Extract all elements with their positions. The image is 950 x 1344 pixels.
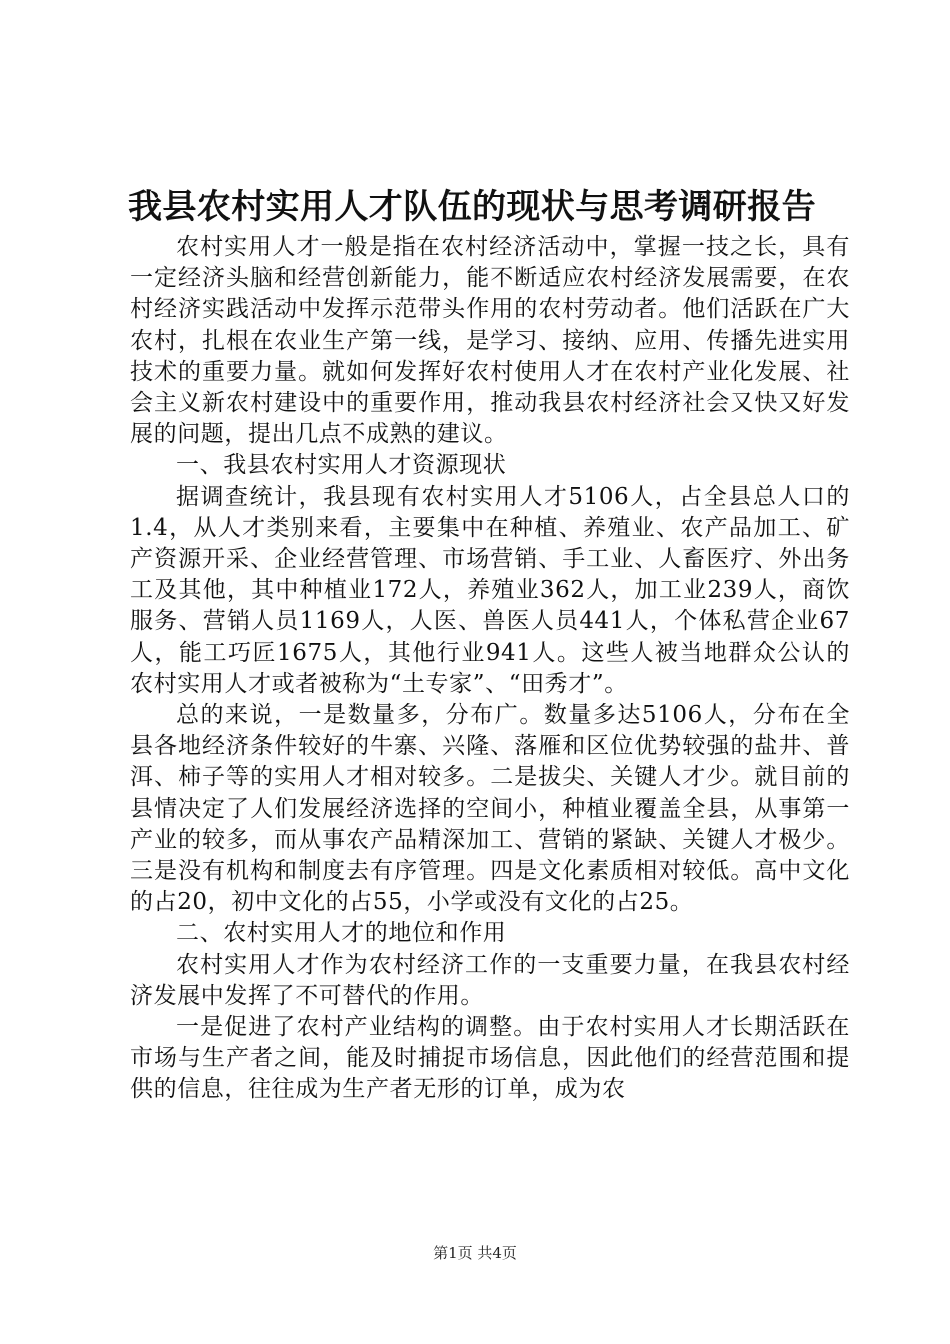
paragraph-role: 农村实用人才作为农村经济工作的一支重要力量，在我县农村经济发展中发挥了不可替代的作用。 — [130, 951, 850, 1009]
section-heading-2: 二、农村实用人才的地位和作用 — [176, 920, 507, 947]
document-title: 我县农村实用人才队伍的现状与思考调研报告 — [128, 187, 816, 227]
paragraph-statistics: 据调查统计，我县现有农村实用人才5106人，占全县总人口的1.4，从人才类别来看，主要集中在种植、养殖业、农产品加工、矿产资源开采、企业经营管理、市场营销、手工业、人畜医疗、外出务工及其他，其中种植业172人，养殖业362人，加工业239人，商饮服务、营销人员1169人，人医、兽医人员441人，个体私营企业67人，能工巧匠1675人，其他行业941人。这些人被当地群众公认的农村实用人才或者被称为“土专家”、“田秀才”。 — [130, 483, 850, 697]
paragraph-industry-structure: 一是促进了农村产业结构的调整。由于农村实用人才长期活跃在市场与生产者之间，能及时捕捉市场信息，因此他们的经营范围和提供的信息，往往成为生产者无形的订单，成为农 — [130, 1014, 850, 1103]
paragraph-intro: 农村实用人才一般是指在农村经济活动中，掌握一技之长，具有一定经济头脑和经营创新能力，能不断适应农村经济发展需要，在农村经济实践活动中发挥示范带头作用的农村劳动者。他们活跃在广大农村，扎根在农业生产第一线，是学习、接纳、应用、传播先进实用技术的重要力量。就如何发挥好农村使用人才在农村产业化发展、社会主义新农村建设中的重要作用，推动我县农村经济社会又快又好发展的问题，提出几点不成熟的建议。 — [130, 234, 850, 448]
document-body — [130, 232, 850, 1106]
page-number-footer: 第1页 共4页 — [433, 1244, 517, 1262]
paragraph-summary: 总的来说，一是数量多，分布广。数量多达5106人，分布在全县各地经济条件较好的牛寨、兴隆、落雁和区位优势较强的盐井、普洱、柿子等的实用人才相对较多。二是拔尖、关键人才少。就目前的县情决定了人们发展经济选择的空间小，种植业覆盖全县，从事第一产业的较多，而从事农产品精深加工、营销的紧缺、关键人才极少。三是没有机构和制度去有序管理。四是文化素质相对较低。高中文化的占20，初中文化的占55，小学或没有文化的占25。 — [130, 702, 850, 916]
section-heading-1: 一、我县农村实用人才资源现状 — [176, 452, 507, 479]
